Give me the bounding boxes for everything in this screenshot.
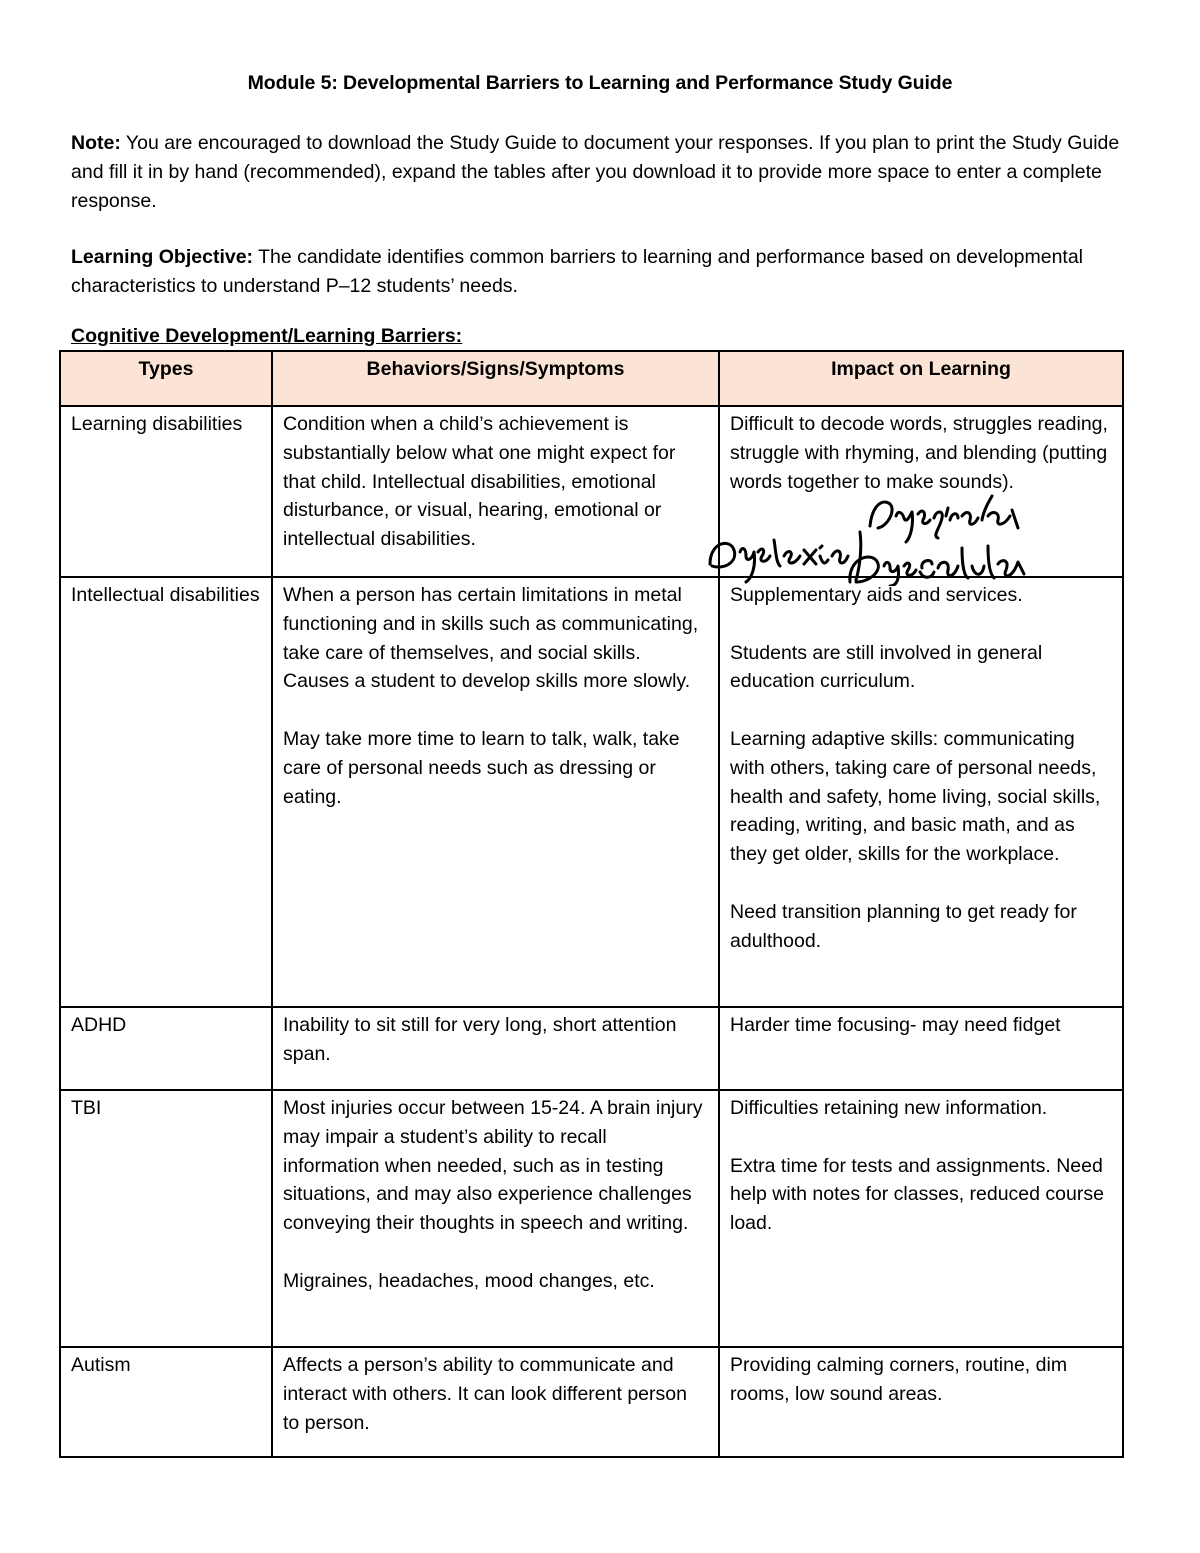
behaviors-text: Migraines, headaches, mood changes, etc.	[283, 1269, 655, 1292]
impact-cell	[719, 577, 1123, 1007]
behaviors-cell	[272, 577, 719, 1007]
table-row	[60, 1090, 1123, 1347]
section-heading: Cognitive Development/Learning Barriers:	[71, 325, 463, 347]
behaviors-text: Affects a person’s ability to communicate and interact with others. It can look different person to person.	[283, 1354, 687, 1434]
behaviors-text: Most injuries occur between 15-24. A brain injury may impair a student’s ability to recall information when needed, such as in testing situations, and may also experience challenges conveying their thoughts in speech and writing.	[283, 1097, 703, 1235]
impact-cell	[719, 406, 1123, 577]
impact-text: Difficult to decode words, struggles reading, struggle with rhyming, and blending (putting words together to make sounds).	[730, 413, 1108, 493]
impact-text: Providing calming corners, routine, dim rooms, low sound areas.	[730, 1354, 1068, 1405]
behaviors-text: May take more time to learn to talk, walk, take care of personal needs such as dressing or eating.	[283, 727, 680, 808]
header-impact: Impact on Learning	[719, 351, 1123, 406]
type-cell: Intellectual disabilities	[60, 577, 272, 1007]
behaviors-text: Inability to sit still for very long, short attention span.	[283, 1014, 677, 1065]
impact-cell	[719, 1007, 1123, 1090]
table-row	[60, 1007, 1123, 1090]
impact-cell	[719, 1347, 1123, 1457]
type-cell: ADHD	[60, 1007, 272, 1090]
behaviors-cell	[272, 1007, 719, 1090]
behaviors-text: Condition when a child’s achievement is substantially below what one might expect for that child. Intellectual disabilities, emotional disturbance, or visual, hearing, emotional or intellectual disabilities.	[283, 413, 676, 551]
learning-objective-paragraph	[71, 243, 1131, 301]
impact-text: Need transition planning to get ready for adulthood.	[730, 900, 1077, 952]
page-title: Module 5: Developmental Barriers to Learning and Performance Study Guide	[247, 72, 953, 94]
impact-text: Extra time for tests and assignments. Need help with notes for classes, reduced course load.	[730, 1154, 1104, 1235]
header-behaviors: Behaviors/Signs/Symptoms	[272, 351, 719, 406]
impact-text: Students are still involved in general education curriculum.	[730, 641, 1043, 693]
note-text: You are encouraged to download the Study Guide to document your responses. If you plan to print the Study Guide and fill it in by hand (recommended), expand the tables after you download it to provide more space to enter a complete response.	[71, 132, 1120, 212]
header-types: Types	[60, 351, 272, 406]
type-cell: Learning disabilities	[60, 406, 272, 577]
behaviors-cell	[272, 1347, 719, 1457]
impact-text: Difficulties retaining new information.	[730, 1097, 1048, 1119]
objective-label: Learning Objective:	[71, 246, 254, 268]
impact-text: Harder time focusing- may need fidget	[730, 1014, 1061, 1036]
table-row	[60, 406, 1123, 577]
impact-cell	[719, 1090, 1123, 1347]
behaviors-text: When a person has certain limitations in metal functioning and in skills such as communicating, take care of themselves, and social skills. Causes a student to develop skills more slowly.	[283, 584, 699, 693]
impact-text: Learning adaptive skills: communicating with others, taking care of personal needs, health and safety, home living, social skills, reading, writing, and basic math, and as they get older, skills for the workplace.	[730, 727, 1101, 866]
barriers-table	[59, 350, 1124, 1458]
behaviors-cell	[272, 1090, 719, 1347]
objective-text: The candidate identifies common barriers to learning and performance based on developmental characteristics to understand P–12 students’ needs.	[71, 246, 1084, 297]
note-paragraph	[71, 129, 1131, 216]
table-header-row	[60, 351, 1123, 406]
note-label: Note:	[71, 132, 121, 154]
impact-text: Supplementary aids and services.	[730, 584, 1023, 606]
type-cell: TBI	[60, 1090, 272, 1347]
type-cell: Autism	[60, 1347, 272, 1457]
table-row	[60, 577, 1123, 1007]
table-row	[60, 1347, 1123, 1457]
behaviors-cell	[272, 406, 719, 577]
